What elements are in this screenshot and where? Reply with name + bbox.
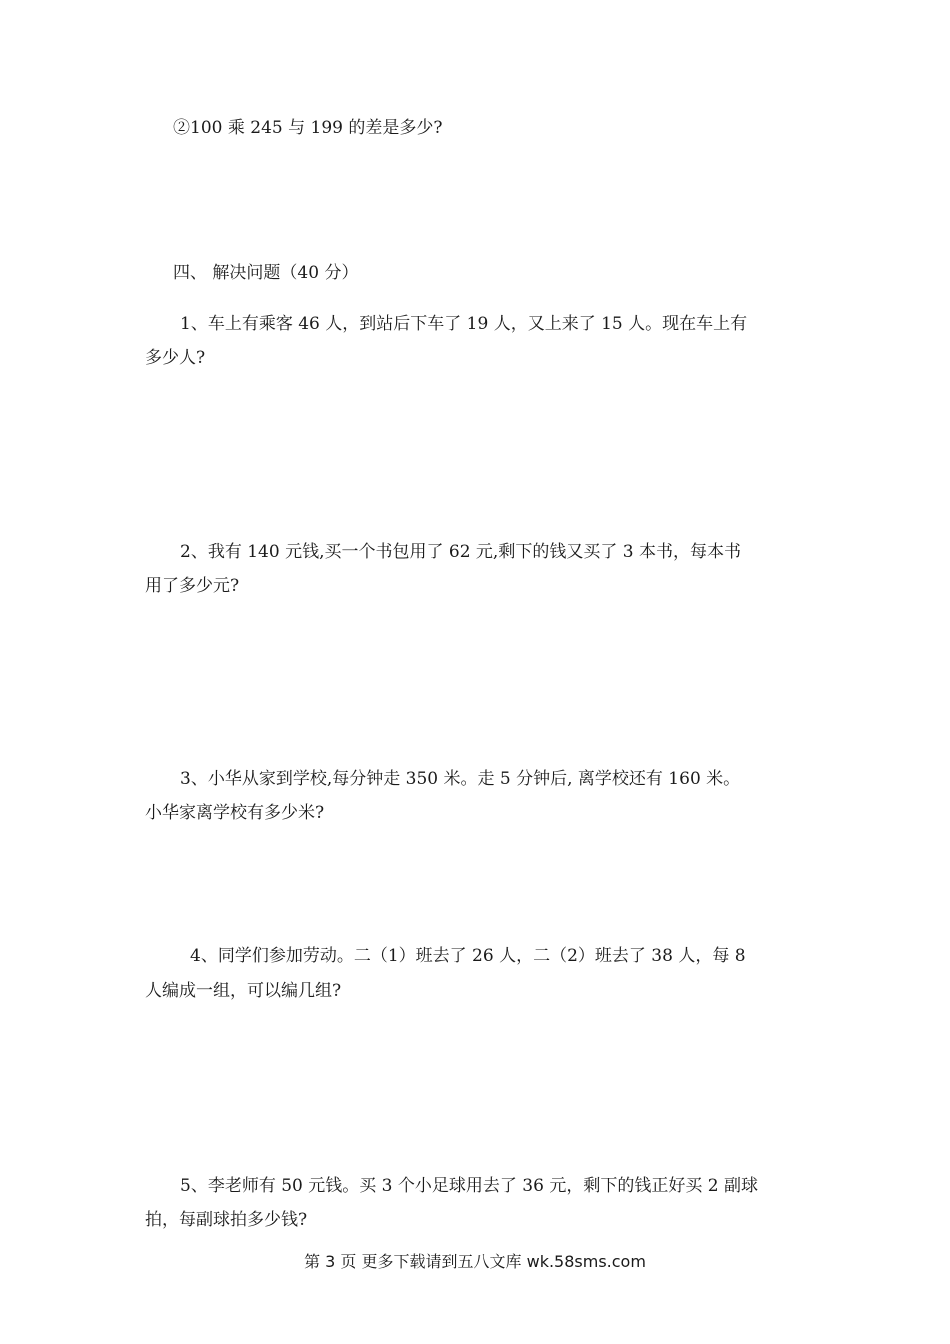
- problem-3-line-2: 小华家离学校有多少米?: [145, 803, 325, 823]
- problem-3-line-1: 3、小华从家到学校,每分钟走 350 米。走 5 分钟后, 离学校还有 160 米。: [180, 769, 741, 789]
- problem-1-line-2: 多少人?: [145, 348, 206, 368]
- section-heading: 四、 解决问题（40 分）: [173, 263, 359, 283]
- question-2: ②100 乘 245 与 199 的差是多少?: [173, 118, 443, 138]
- problem-4-line-1: 4、同学们参加劳动。二（1）班去了 26 人，二（2）班去了 38 人，每 8: [190, 946, 746, 966]
- page-footer: [0, 1252, 950, 1272]
- problem-2-line-1: 2、我有 140 元钱,买一个书包用了 62 元,剩下的钱又买了 3 本书，每本书: [180, 542, 741, 562]
- problem-4-line-2: 人编成一组，可以编几组?: [145, 981, 342, 1001]
- problem-2-line-2: 用了多少元?: [145, 576, 240, 596]
- problem-5-line-1: 5、李老师有 50 元钱。买 3 个小足球用去了 36 元，剩下的钱正好买 2 副球: [180, 1176, 758, 1196]
- problem-1-line-1: 1、车上有乘客 46 人，到站后下车了 19 人，又上来了 15 人。现在车上有: [180, 314, 748, 334]
- problem-5-line-2: 拍，每副球拍多少钱?: [145, 1210, 308, 1230]
- footer-text: 第 3 页 更多下载请到五八文库: [304, 1252, 522, 1271]
- footer-link[interactable]: wk.58sms.com: [526, 1252, 646, 1271]
